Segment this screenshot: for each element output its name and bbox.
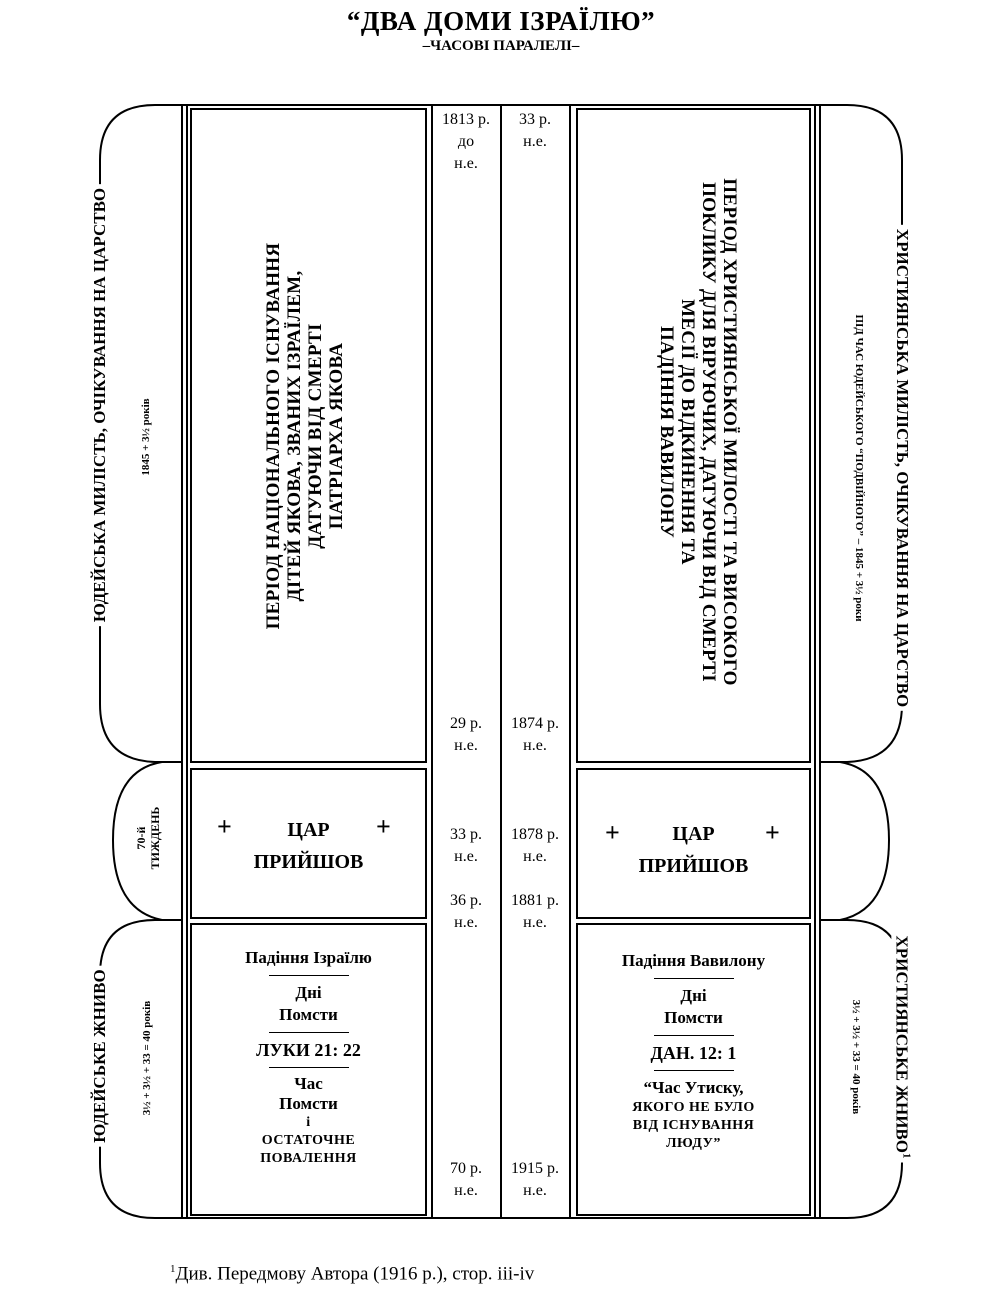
king-line: ЦАР (287, 819, 330, 841)
date-left-36 (434, 890, 498, 934)
date-right-33 (503, 109, 567, 153)
final-line: ПОВАЛЕННЯ (260, 1151, 357, 1166)
separator (269, 1032, 349, 1033)
date-text: н.е. (454, 1182, 478, 1199)
left-period-line: ДАТУЮЧИ ВІД СМЕРТІ (305, 323, 326, 549)
plus-icon: + (376, 812, 391, 841)
right-bottom-side-label-text: ХРИСТИЯНСЬКЕ ЖНИВО (892, 935, 912, 1153)
date-text: 70 р. (450, 1160, 482, 1177)
right-period-text (656, 178, 740, 685)
left-top-years: 1845 + 3½ років (140, 398, 152, 476)
date-text: н.е. (523, 848, 547, 865)
left-period-text (263, 243, 347, 630)
days-line: Помсти (279, 1005, 338, 1024)
separator (654, 978, 734, 979)
left-fall-content (190, 947, 427, 1168)
left-period-line: ПЕРІОД НАЦІОНАЛЬНОГО ІСНУВАННЯ (263, 242, 284, 630)
final-line: ОСТАТОЧНЕ (261, 1133, 356, 1148)
right-period-line: МЕСІЇ ДО ВІДКИНЕННЯ ТА (677, 299, 698, 565)
date-left-1813 (434, 109, 498, 175)
date-right-1878 (503, 824, 567, 868)
page-title: “ДВА ДОМИ ІЗРАЇЛЮ” (346, 6, 656, 36)
quote-line: ЛЮДУ” (666, 1136, 721, 1151)
scripture-ref: ЛУКИ 21: 22 (256, 1040, 361, 1060)
page-subtitle: –ЧАСОВІ ПАРАЛЕЛІ– (422, 38, 580, 54)
date-text: н.е. (454, 737, 478, 754)
days-line: Дні (295, 983, 322, 1002)
right-top-years: ПІД ЧАС ЮДЕЙСЬКОГО “ПОДВІЙНОГО” – 1845 + 3½ роки (853, 314, 865, 622)
date-left-70 (434, 1158, 498, 1202)
fall-of-israel-title: Падіння Ізраїлю (245, 948, 372, 967)
right-period-line: ПОКЛИКУ ДЛЯ ВІРУЮЧИХ, ДАТУЮЧИ ВІД СМЕРТІ (698, 182, 719, 682)
date-right-1915 (503, 1158, 567, 1202)
king-line: ЦАР (672, 823, 715, 845)
days-line: Помсти (664, 1008, 723, 1027)
right-bottom-years: 3½ + 3½ + 33 = 40 років (850, 999, 862, 1115)
footnote-number: 1 (170, 1263, 176, 1275)
date-text: 1874 р. (511, 715, 559, 732)
days-line: Дні (680, 986, 707, 1005)
separator (654, 1035, 734, 1036)
quote-line: “Час Утиску, (643, 1078, 744, 1097)
date-text: н.е. (523, 133, 547, 150)
time-line: Помсти (279, 1094, 338, 1113)
plus-icon: + (217, 812, 232, 841)
footnote-mark: 1 (900, 1152, 913, 1159)
separator (269, 1067, 349, 1068)
plus-icon: + (605, 818, 620, 847)
date-text: н.е. (523, 1182, 547, 1199)
date-text: 1915 р. (511, 1160, 559, 1177)
date-text: 29 р. (450, 715, 482, 732)
king-line: ПРИЙШОВ (253, 851, 364, 873)
left-period-line: ДІТЕЙ ЯКОВА, ЗВАНИХ ІЗРАЇЛЕМ, (284, 270, 305, 602)
date-text: до (457, 133, 475, 150)
fall-of-babylon-title: Падіння Вавилону (621, 951, 766, 970)
left-bottom-side-label: ЮДЕЙСЬКЕ ЖНИВО (90, 965, 110, 1146)
date-text: 1881 р. (511, 892, 559, 909)
quote-line: ЯКОГО НЕ БУЛО (632, 1100, 755, 1115)
date-text: 36 р. (450, 892, 482, 909)
date-text: н.е. (523, 737, 547, 754)
right-top-side-label: ХРИСТИЯНСЬКА МИЛІСТЬ, ОЧІКУВАННЯ НА ЦАРСТВО (892, 225, 912, 711)
left-king-text (190, 814, 427, 878)
time-line: Час (294, 1074, 323, 1093)
right-fall-content (576, 950, 811, 1153)
right-king-text (576, 818, 811, 882)
left-top-side-label: ЮДЕЙСЬКА МИЛІСТЬ, ОЧІКУВАННЯ НА ЦАРСТВО (90, 184, 110, 626)
right-period-line: ПЕРІОД ХРИСТИЯНСЬКОЇ МИЛОСТІ ТА ВИСОКОГО (719, 178, 740, 686)
plus-icon: + (765, 818, 780, 847)
week-line-2: ТИЖДЕНЬ (148, 806, 162, 870)
left-period-line: ПАТРІАРХА ЯКОВА (326, 342, 347, 530)
quote-line: ВІД ІСНУВАННЯ (632, 1118, 755, 1133)
seventieth-week-label (134, 807, 162, 870)
date-text: н.е. (523, 914, 547, 931)
date-right-1874 (503, 713, 567, 757)
separator (269, 975, 349, 976)
left-bottom-years: 3½ + 3½ + 33 = 40 років (141, 1000, 153, 1116)
date-text: н.е. (454, 155, 478, 172)
date-right-1881 (503, 890, 567, 934)
king-line: ПРИЙШОВ (638, 855, 749, 877)
right-week-arc (820, 762, 889, 920)
date-text: 1813 р. (442, 111, 490, 128)
date-text: 1878 р. (511, 826, 559, 843)
right-period-line: ПАДІННЯ ВАВИЛОНУ (656, 325, 677, 539)
week-line-1: 70-й (134, 826, 148, 850)
date-left-29 (434, 713, 498, 757)
date-left-33 (434, 824, 498, 868)
date-text: н.е. (454, 848, 478, 865)
date-text: 33 р. (519, 111, 551, 128)
footnote-text: Див. Передмову Автора (1916 р.), стор. iii-iv (175, 1263, 535, 1285)
date-text: 33 р. (450, 826, 482, 843)
date-text: н.е. (454, 914, 478, 931)
time-line: і (306, 1115, 311, 1130)
footnote (170, 1263, 534, 1285)
scripture-ref: ДАН. 12: 1 (650, 1043, 737, 1063)
separator (654, 1070, 734, 1071)
right-bottom-side-label (892, 932, 913, 1163)
